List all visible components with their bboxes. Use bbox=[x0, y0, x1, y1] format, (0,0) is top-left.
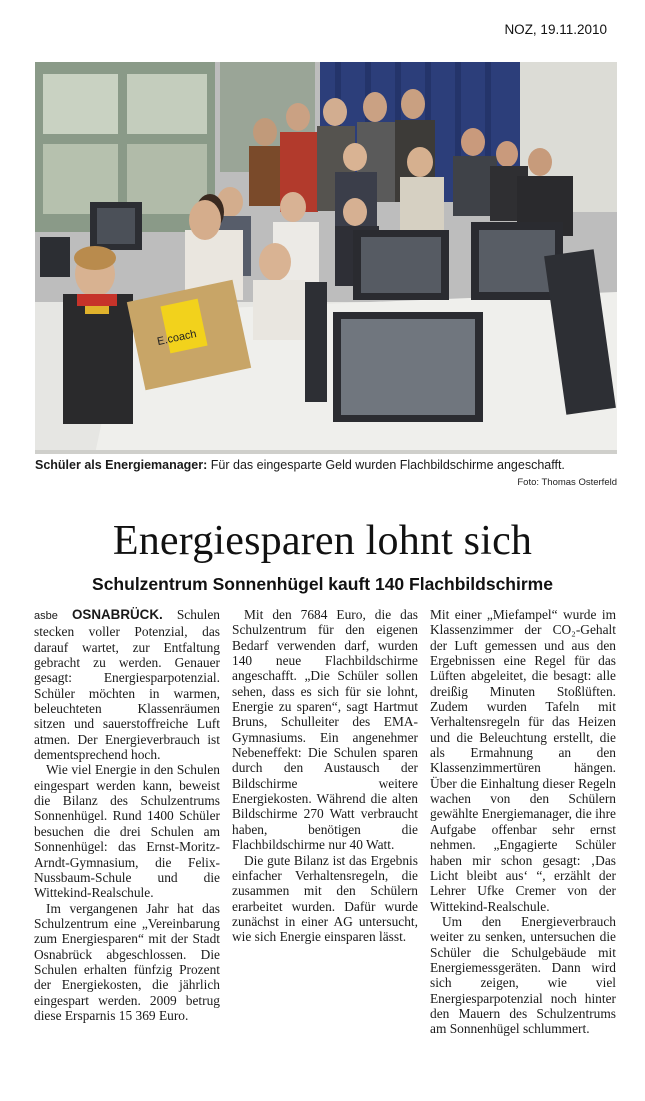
article-paragraph: Wie viel Energie in den Schulen eingespart werden kann, beweist die Bilanz des Schulzentrums Sonnenhügel. Rund 1400 Schüler besuchen die drei Schulen am Sonnenhügel: das Ernst-Moritz-Arndt-Gymnasium, die Felix-Nussbaum-Schule und die Wittekind-Realschule. bbox=[34, 762, 220, 901]
author-kicker: asbe bbox=[34, 610, 58, 622]
article-body bbox=[34, 607, 618, 1037]
source-line: NOZ, 19.11.2010 bbox=[504, 22, 607, 37]
article-paragraph: Die gute Bilanz ist das Ergebnis einfacher Verhaltensregeln, die zusammen mit den Schülern erarbeitet wurden. Dafür wurde zunächst in einer AG untersucht, wie sich Energie einsparen lässt. bbox=[232, 852, 418, 945]
article-column-2 bbox=[232, 607, 418, 945]
caption-lead: Schüler als Energiemanager: bbox=[35, 458, 208, 472]
article-photo bbox=[35, 62, 617, 454]
article-paragraph: Mit den 7684 Euro, die das Schulzentrum für den eigenen Bedarf verwenden darf, wurden 140 neue Flachbildschirme angeschafft. „Die Schüler sollen sehen, dass es sich für sie lohnt, Energie zu sparen“, sagt Hartmut Bruns, Schulleiter des EMA-Gymnasiums. Ein angenehmer Nebeneffekt: Die Schulen sparen durch den Austausch der Bildschirme weitere Energiekosten. Während die alten Bildschirme 270 Watt verbraucht haben, benötigen die Flachbildschirme nur 40 Watt. bbox=[232, 607, 418, 853]
caption-text: Für das eingesparte Geld wurden Flachbildschirme angeschafft. bbox=[207, 458, 565, 472]
dateline: OSNABRÜCK. bbox=[71, 607, 163, 622]
headline: Energiesparen lohnt sich bbox=[112, 518, 533, 564]
article-column-1 bbox=[34, 607, 220, 1023]
photo-credit: Foto: Thomas Osterfeld bbox=[517, 477, 617, 488]
photo-box-label: E.coach bbox=[156, 327, 198, 349]
article-paragraph bbox=[34, 607, 220, 762]
article-paragraph: Mit einer „Miefampel“ wurde im Klassenzimmer der CO₂-Gehalt der Luft gemessen und aus den Ergebnissen eine Regel für das Lüften abgeleitet, die besagt: alle dreißig Minuten Stoßlüften. Zudem wurden Tafeln mit Verhaltensregeln für das Heizen und die Beleuchtung erstellt, die als Ermahnung an den Klassenzimmertüren hängen. Über die Einhaltung dieser Regeln wachen von den Schülern gewählte Energiemanager, die ihre Aufgabe offenbar sehr ernst nehmen. „Engagierte Schüler haben mir schon gesagt: ‚Das Licht bleibt aus‘ “, erzählt der Lehrer Ufke Cremer von der Wittekind-Realschule. bbox=[430, 607, 616, 914]
article-paragraph: Um den Energieverbrauch weiter zu senken, untersuchen die Schüler die Schulgebäude mit Energiemessgeräten. Dann wird sich zeigen, wie viel Energiesparpotenzial noch hinter den Mauern des Schulzentrums am Sonnenhügel schlummert. bbox=[430, 913, 616, 1037]
article-paragraph: Im vergangenen Jahr hat das Schulzentrum eine „Vereinbarung zum Energiesparen“ mit der Stadt Osnabrück abgeschlossen. Die Schulen erhalten fünfzig Prozent der Energiekosten, die jährlich eingespart werden. 2009 betrug diese Ersparnis 15 369 Euro. bbox=[34, 900, 220, 1023]
subheadline: Schulzentrum Sonnenhügel kauft 140 Flachbildschirme bbox=[92, 574, 553, 594]
paragraph-text: Schulen stecken voller Potenzial, das darauf wartet, zur Entfaltung gebracht zu werden. Genauer gesagt: Energiesparpotenzial. Schüler möchten in warmen, beleuchteten Klassenräumen sitzen und sauerstoffreiche Luft atmen. Der Energieverbrauch ist dementsprechend hoch. bbox=[34, 607, 220, 763]
photo-caption bbox=[35, 458, 617, 474]
photo-illustration bbox=[35, 62, 617, 454]
article-column-3 bbox=[430, 607, 616, 1037]
